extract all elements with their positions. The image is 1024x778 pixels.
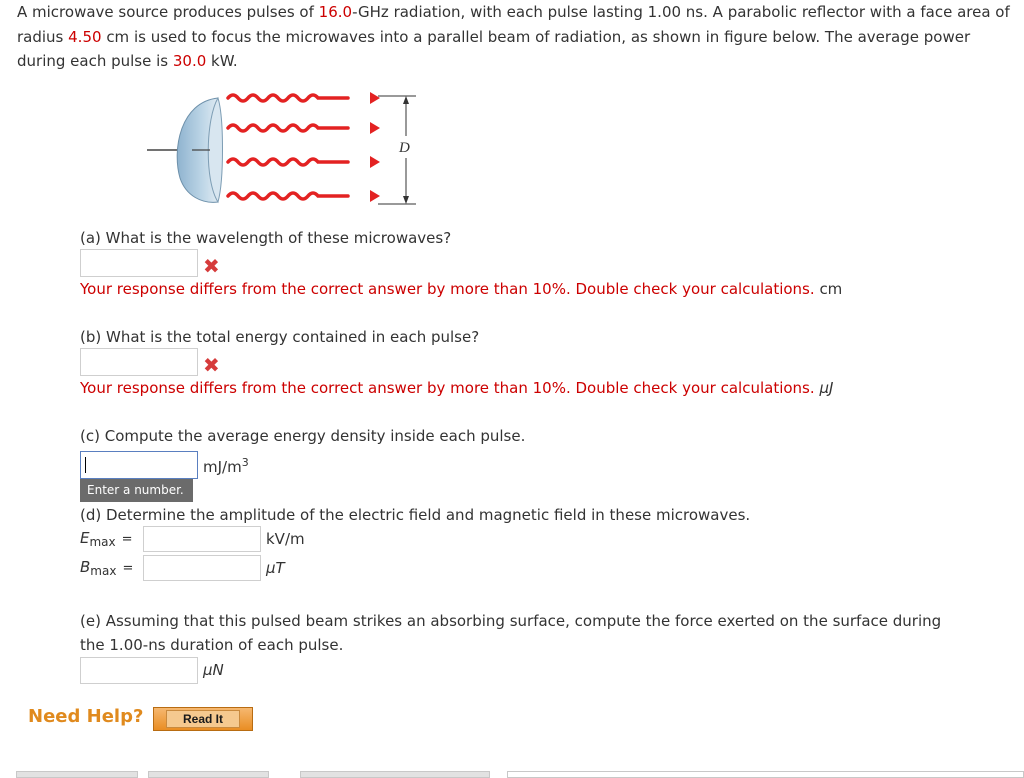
feedback-b: Your response differs from the correct answer by more than 10%. Double check your calculations. µJ — [80, 379, 834, 397]
question-a: (a) What is the wavelength of these microwaves? — [80, 229, 452, 247]
answer-e-input[interactable] — [80, 657, 198, 684]
unit-a: cm — [819, 280, 843, 298]
radius-value: 4.50 — [68, 27, 102, 46]
need-help-label: Need Help? — [28, 706, 144, 727]
dimension-label: D — [399, 140, 410, 156]
read-it-button[interactable]: Read It — [153, 707, 253, 731]
bottom-button[interactable] — [148, 771, 269, 778]
incorrect-icon: ✖ — [203, 254, 220, 278]
bottom-panel — [507, 771, 1024, 778]
unit-emax: kV/m — [266, 530, 305, 548]
question-c: (c) Compute the average energy density inside each pulse. — [80, 427, 526, 445]
question-d: (d) Determine the amplitude of the electric field and magnetic field in these microwaves. — [80, 506, 751, 524]
bmax-label: $B_{max}$ = — [80, 558, 134, 578]
unit-bmax: µT — [266, 559, 285, 577]
wave-group — [228, 95, 348, 199]
answer-c-input[interactable] — [80, 451, 198, 479]
enter-number-tooltip: Enter a number. — [80, 479, 193, 502]
feedback-a: Your response differs from the correct answer by more than 10%. Double check your calculations. cm — [80, 280, 843, 298]
answer-a-input[interactable] — [80, 249, 198, 277]
question-e-line2: the 1.00-ns duration of each pulse. — [80, 636, 344, 654]
problem-statement: A microwave source produces pulses of 16.0-GHz radiation, with each pulse lasting 1.00 ns. A parabolic reflector with a face area of radius 4.50 cm is used to focus the microwaves into a parallel beam of radiation, as shown in figure below. The average power during each pulse is 30.0 kW. — [17, 3, 1010, 70]
emax-input[interactable] — [143, 526, 261, 552]
text-caret — [85, 457, 86, 473]
bottom-button[interactable] — [300, 771, 490, 778]
frequency-value: 16.0 — [318, 3, 353, 21]
incorrect-icon: ✖ — [203, 353, 220, 377]
emax-label: $E_{max}$ = — [80, 529, 133, 549]
unit-e: µN — [203, 661, 224, 679]
unit-b: µJ — [819, 379, 834, 397]
question-e-line1: (e) Assuming that this pulsed beam strikes an absorbing surface, compute the force exerted on the surface during — [80, 612, 942, 630]
question-b: (b) What is the total energy contained in each pulse? — [80, 328, 480, 346]
power-value: 30.0 — [172, 52, 207, 70]
bottom-button[interactable] — [16, 771, 138, 778]
answer-b-input[interactable] — [80, 348, 198, 376]
bmax-input[interactable] — [143, 555, 261, 581]
parabolic-reflector-figure — [140, 88, 430, 210]
unit-c: $mJ/m^3$ — [203, 456, 249, 476]
